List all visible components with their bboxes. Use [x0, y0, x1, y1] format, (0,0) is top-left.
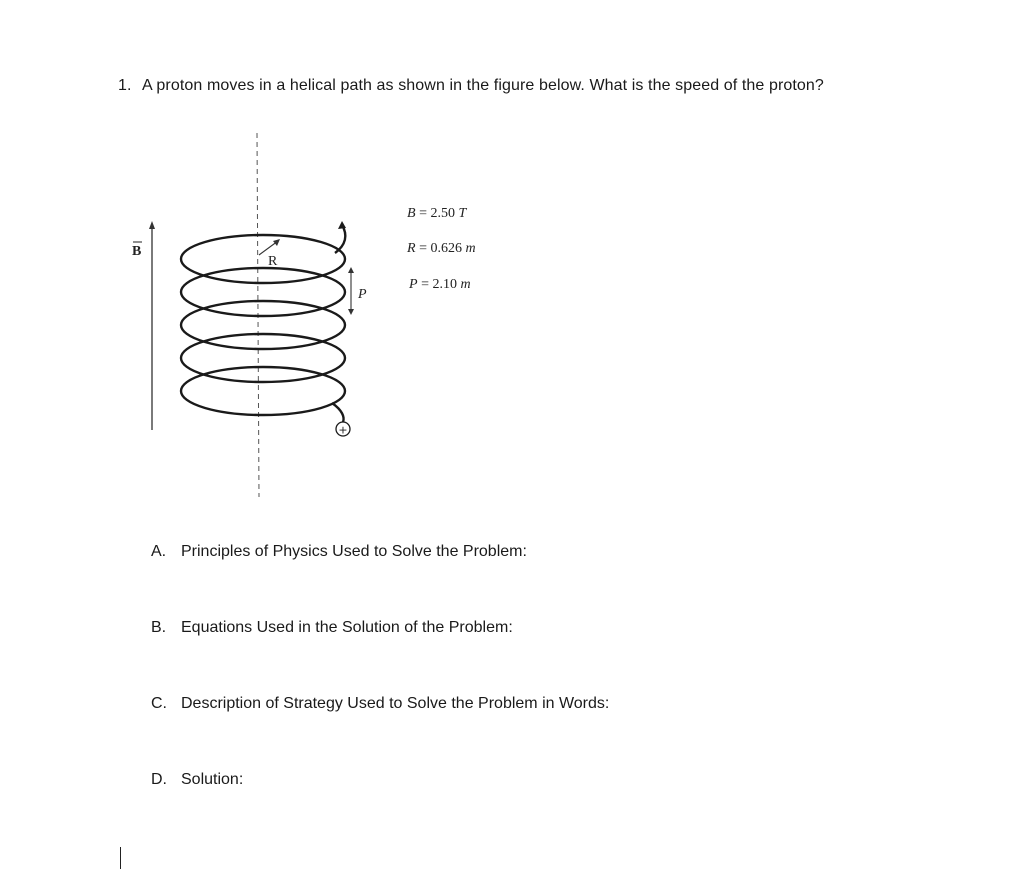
- question-1: [118, 77, 824, 95]
- question-text: A proton moves in a helical path as shown in the figure below. What is the speed of the proton?: [142, 77, 824, 94]
- pitch-label: P: [358, 287, 367, 302]
- given-value: = 0.626: [415, 241, 466, 256]
- given-symbol: B: [407, 206, 416, 221]
- section-letter: C.: [151, 695, 167, 712]
- section-d: [151, 771, 243, 789]
- section-a: [151, 543, 527, 561]
- section-b: [151, 619, 513, 637]
- section-letter: A.: [151, 543, 167, 560]
- field-label: B: [132, 244, 142, 259]
- proton-charge-symbol: +: [338, 423, 348, 437]
- helix-exit-arrowhead: [338, 221, 346, 229]
- radius-label: R: [268, 254, 278, 269]
- helix-figure: [120, 125, 520, 505]
- radius-arrow-head: [273, 239, 280, 246]
- given-unit: m: [465, 241, 476, 256]
- section-heading: Equations Used in the Solution of the Problem:: [181, 619, 513, 636]
- field-arrow-head: [149, 221, 155, 229]
- given-R: [406, 241, 476, 256]
- section-c: [151, 695, 609, 713]
- section-heading: Principles of Physics Used to Solve the Problem:: [181, 543, 527, 560]
- pitch-arrow-head-bottom: [348, 309, 354, 315]
- pitch-arrow-head-top: [348, 267, 354, 273]
- given-unit: T: [458, 206, 467, 221]
- helix-coils: [181, 225, 345, 422]
- question-number: 1.: [118, 77, 132, 94]
- text-cursor[interactable]: [120, 847, 121, 869]
- section-heading: Description of Strategy Used to Solve the Problem in Words:: [181, 695, 610, 712]
- given-symbol: P: [409, 277, 418, 292]
- section-heading: Solution:: [181, 771, 244, 788]
- given-P: [408, 277, 471, 292]
- given-symbol: R: [407, 241, 416, 256]
- given-value: = 2.10: [417, 277, 461, 292]
- section-letter: D.: [151, 771, 167, 788]
- helix-diagram: [120, 125, 520, 505]
- helix-loop: [181, 367, 345, 415]
- given-B: [407, 206, 467, 221]
- given-unit: m: [460, 277, 471, 292]
- given-value: = 2.50: [415, 206, 459, 221]
- section-letter: B.: [151, 619, 167, 636]
- helix-entry-tail: [332, 403, 344, 422]
